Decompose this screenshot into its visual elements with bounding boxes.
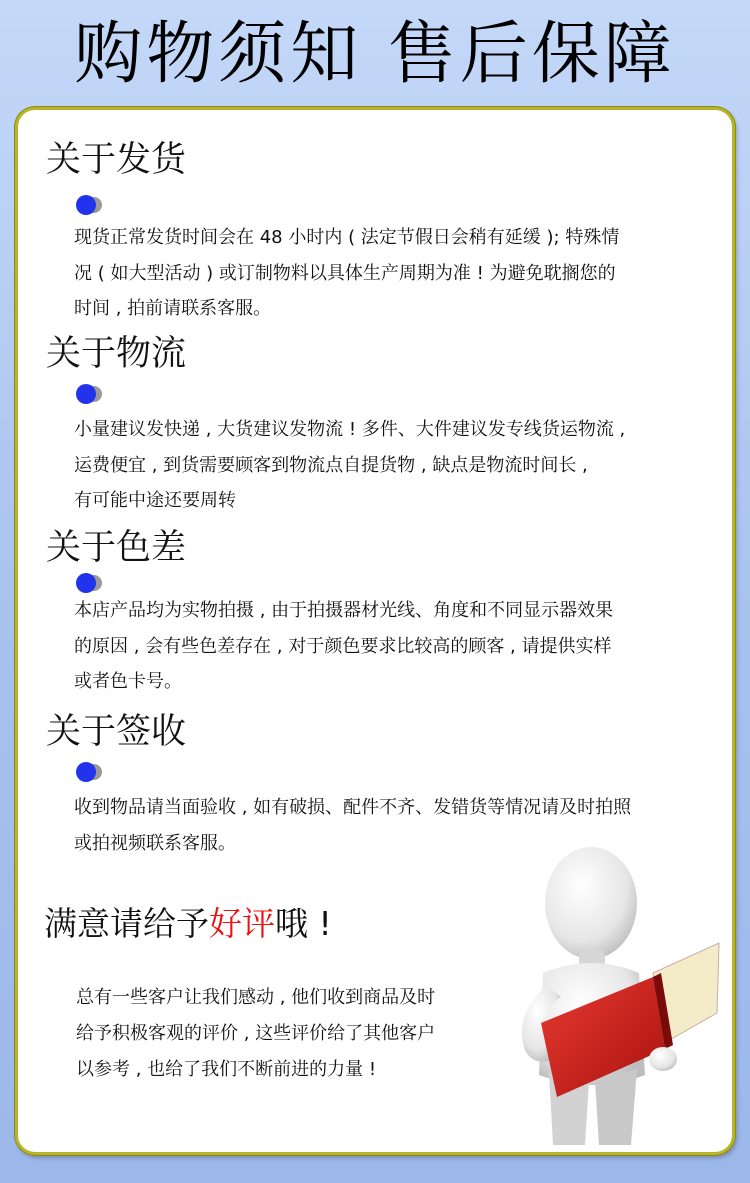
text-line: 时间 , 拍前请联系客服。 bbox=[74, 298, 272, 319]
text-line: 总有一些客户让我们感动 , 他们收到商品及时 bbox=[76, 987, 436, 1008]
text-line: 运费便宜 , 到货需要顾客到物流点自提货物 , 缺点是物流时间长 , bbox=[74, 454, 588, 476]
text-line: 本店产品均为实物拍摄 , 由于拍摄器材光线、角度和不同显示器效果 bbox=[74, 600, 614, 621]
bullet-dots-icon bbox=[76, 384, 106, 404]
text-line: 有可能中途还要周转 bbox=[74, 490, 236, 511]
section-text-logistics bbox=[74, 412, 714, 519]
text-line: 或者色卡号。 bbox=[74, 671, 182, 692]
section-heading-receipt: 关于签收 bbox=[46, 712, 187, 752]
bullet-dots-icon bbox=[76, 762, 106, 782]
text-line: 或拍视频联系客服。 bbox=[74, 832, 236, 854]
text-line: 现货正常发货时间会在 48 小时内 ( 法定节假日会稍有延缓 ); 特殊情 bbox=[74, 227, 620, 248]
bullet-dots-icon bbox=[76, 195, 106, 215]
text-line: 收到物品请当面验收 , 如有破损、配件不齐、发错货等情况请及时拍照 bbox=[74, 797, 632, 818]
praise-highlight: 好评 bbox=[209, 904, 275, 943]
section-heading-logistics: 关于物流 bbox=[46, 334, 187, 374]
section-heading-color-difference: 关于色差 bbox=[46, 528, 187, 568]
text-line: 以参考 , 也给了我们不断前进的力量 ! bbox=[76, 1059, 377, 1080]
person-reading-book-icon bbox=[503, 845, 728, 1155]
text-line: 的原因 , 会有些色差存在 , 对于颜色要求比较高的顾客 , 请提供实样 bbox=[74, 635, 612, 657]
section-text-shipping bbox=[74, 220, 714, 327]
text-line: 给予积极客观的评价 , 这些评价给了其他客户 bbox=[76, 1023, 436, 1044]
section-heading-shipping: 关于发货 bbox=[46, 140, 187, 180]
section-text-color-difference bbox=[74, 593, 714, 700]
praise-prefix: 满意请给予 bbox=[44, 904, 209, 943]
page-title: 购物须知 售后保障 bbox=[74, 15, 676, 94]
bullet-dots-icon bbox=[76, 573, 106, 593]
text-line: 小量建议发快递 , 大货建议发物流 ! 多件、大件建议发专线货运物流 , bbox=[74, 419, 626, 440]
praise-heading bbox=[44, 902, 332, 946]
info-card bbox=[15, 107, 735, 1155]
praise-text bbox=[76, 980, 496, 1088]
praise-suffix: 哦 ! bbox=[275, 904, 332, 943]
text-line: 况 ( 如大型活动 ) 或订制物料以具体生产周期为准 ! 为避免耽搁您的 bbox=[74, 262, 616, 284]
